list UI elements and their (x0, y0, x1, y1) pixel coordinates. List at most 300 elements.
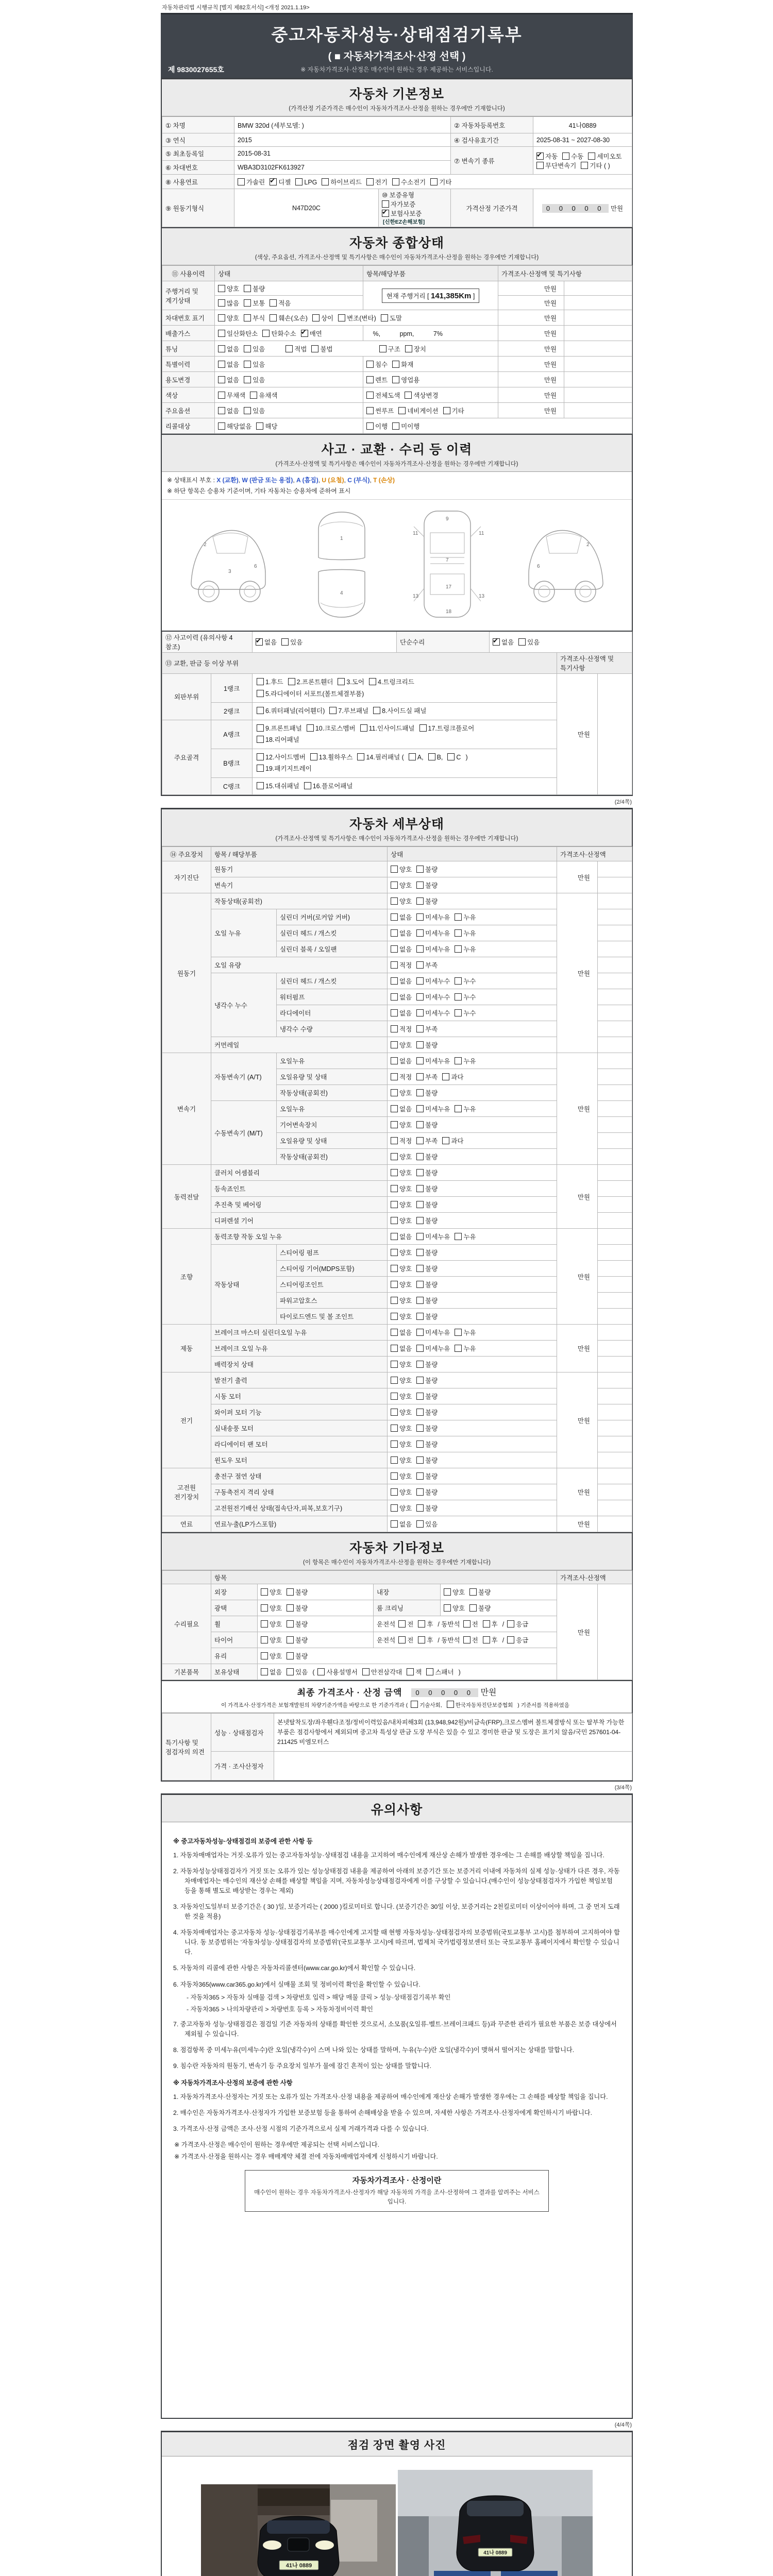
checkbox-양호[interactable]: 양호 (391, 898, 412, 905)
checkbox-불량[interactable]: 불량 (416, 1154, 438, 1161)
checkbox-기타 ( )[interactable]: 기타 ( ) (581, 162, 610, 170)
table-row: 자기진단 원동기 양호 불량 만원 (162, 861, 632, 877)
checkbox-보통[interactable]: 보통 (244, 300, 265, 307)
checkbox-침수[interactable]: 침수 (366, 361, 388, 368)
checkbox-누유[interactable]: 누유 (455, 1106, 476, 1113)
checkbox-15.대쉬패널[interactable]: 15.대쉬패널 (257, 783, 299, 790)
checkbox-누유[interactable]: 누유 (455, 946, 476, 953)
checkbox-스패너[interactable]: 스패너 (426, 1669, 453, 1676)
checkbox-세미오토[interactable]: 세미오토 (588, 153, 621, 160)
checkbox-누유[interactable]: 누유 (455, 914, 476, 921)
checkbox-LPG[interactable]: LPG (295, 179, 317, 186)
checkbox-9.프론트패널[interactable]: 9.프론트패널 (257, 725, 302, 732)
table-row: 배출가스 일산화탄소 탄화수소 ✔ 매연 %, ppm, 7% 만원 (162, 326, 632, 341)
checkbox-썬루프[interactable]: 썬루프 (366, 408, 394, 415)
checkbox-있음[interactable]: 있음 (244, 361, 265, 368)
section-accident-history (161, 435, 633, 796)
license-plate-text: 41나 0889 (285, 2563, 312, 2569)
checkbox-3.도어[interactable]: 3.도어 (338, 679, 364, 686)
checkbox-없음[interactable]: 없음 (218, 361, 239, 368)
table-row: 스티어링 기어(MDPS포함) 양호 불량 (162, 1261, 632, 1277)
checkbox-누수[interactable]: 누수 (455, 978, 476, 985)
remarks-text: 본넷탈착도장/좌우휀다조정/정비이력있음/내차피해3회 (13,948,942원)/비금속(FRP),크로스멤버 볼트체결방식 또는 탈부착 가능한 부품은 점검사항에서 제외되며 중고차 특성상 판금 도장 부식은 있을 수 있고 경미한 판금 및 도장은 표기치 않음/국민 257601-04-211425 비엠모터스 (274, 1714, 632, 1752)
car-side-left-diagram (177, 506, 280, 623)
checkbox-변조(변타)[interactable]: 변조(변타) (338, 315, 376, 322)
checkbox-양호[interactable]: 양호 (261, 1605, 282, 1612)
checkbox-해당없음[interactable]: 해당없음 (218, 423, 251, 430)
report-subtitle-note: ※ 자동차가격조사·산정은 매수인이 원하는 경우 제공하는 서비스입니다. (300, 66, 493, 73)
detail-grid: ⑭ 주요장치 항목 / 해당부품 상태 가격조사·산정액 자기진단 원동기 양호 불량 만원 변속기 양호 불량 원동기 작동상태(공회전) 양호 불량 만원 오일 누유 실린더 커버(로커암 커버) 없음 미세누유 누유 실린더 헤드 / 개스킷 없음 미세누유 누유 실린더 블록 / 오일팬 없음 미세누유 누유 오일 유량 적정 부족 냉각수 누수 실린더 헤드 / 개스킷 없음 미세누수 누수 워터펌프 없음 미세누수 누수 라디에이터 없음 미세누수 누수 냉각수 수량 적정 부족 커먼레일 양호 불량 변속기 자동변속기 (A/T) 오일누유 없음 미세누유 누유 만원 오일유량 및 상태 적정 부족 과다 작동상태(공회전) 양호 불량 수동변속기 (M/T) 오일누유 없음 미세누유 누유 기어변속장치 양호 불량 오일유량 및 상태 적정 부족 과다 작동상태(공회전) 양호 불량 동력전달 클러치 어셈블리 양호 불량 만원 등속죠인트 양호 불량 추진축 및 베어링 양호 불량 디퍼렌셜 기어 양호 불량 조향 동력조향 작동 오일 누유 없음 미세누유 누유 만원 작동상태 스티어링 펌프 양호 불량 스티어링 기어(MDPS포함) 양호 불량 스티어링조인트 양호 불량 파워고압호스 양호 불량 타이로드엔드 및 볼 조인트 양호 불량 제동 브레이크 마스터 실린더오일 누유 없음 미세누유 누유 만원 브레이크 오일 누유 없음 미세누유 누유 배력장치 상태 양호 불량 전기 발전기 출력 양호 불량 만원 시동 모터 양호 불량 와이퍼 모터 기능 양호 불량 실내송풍 모터 양호 불량 라디에이터 팬 모터 양호 불량 윈도우 모터 양호 불량 고전원 전기장치 충전구 절연 상태 양호 불량 만원 구동축전지 격리 상태 양호 불량 고전원전기배선 상태(접속단자,피복,보호기구) 양호 불량 연료 연료누출(LP가스포함) 없음 있음 만원 (162, 846, 632, 1532)
checkbox-없음[interactable]: 없음 (261, 1669, 282, 1676)
checkbox-구조[interactable]: 구조 (379, 346, 400, 353)
diagram-number: 11 (478, 531, 484, 536)
checkbox-기술사회,[interactable]: 기술사회, (411, 1702, 442, 1708)
checkbox-양호[interactable]: 양호 (391, 1409, 412, 1416)
table-row: 등속죠인트 양호 불량 (162, 1181, 632, 1197)
checkbox-있음[interactable]: 있음 (244, 377, 265, 384)
checkbox-8.사이드실 패널[interactable]: 8.사이드실 패널 (373, 707, 426, 715)
car-top-diagram (404, 506, 491, 623)
checkbox-부식[interactable]: 부식 (244, 315, 265, 322)
checkbox-무채색[interactable]: 무채색 (218, 392, 245, 399)
checkbox-양호[interactable]: 양호 (391, 1361, 412, 1368)
checkbox-가솔린[interactable]: 가솔린 (238, 179, 265, 186)
checkbox-불량[interactable]: 불량 (287, 1637, 308, 1644)
checkbox-해당[interactable]: 해당 (256, 423, 277, 430)
checkbox-불량[interactable]: 불량 (416, 866, 438, 873)
checkbox-불량[interactable]: 불량 (416, 1457, 438, 1464)
checkbox-양호[interactable]: 양호 (391, 1090, 412, 1097)
checkbox-기타[interactable]: 기타 (443, 408, 464, 415)
checkbox-없음[interactable]: 없음 (391, 994, 412, 1001)
checkbox-누수[interactable]: 누수 (455, 1010, 476, 1017)
checkbox-자동[interactable]: ✔자동 (536, 153, 558, 160)
checkbox-양호[interactable]: 양호 (444, 1605, 465, 1612)
checkbox-미세누유[interactable]: 미세누유 (416, 930, 450, 937)
checkbox-17.트렁크플로어[interactable]: 17.트렁크플로어 (419, 725, 475, 732)
checkbox-매연[interactable]: ✔ 매연 (301, 330, 322, 337)
report-subtitle: ( ■ 자동차가격조사·산정 선택 ) (328, 51, 466, 62)
checkbox-6.쿼터패널(리어휀더)[interactable]: 6.쿼터패널(리어휀더) (257, 707, 325, 715)
checkbox-있음[interactable]: 있음 (287, 1669, 308, 1676)
checkbox-미세누수[interactable]: 미세누수 (416, 1010, 450, 1017)
checkbox-5.라디에이터 서포트(볼트체결부품)[interactable]: 5.라디에이터 서포트(볼트체결부품) (257, 690, 364, 698)
table-row: 실린더 블록 / 오일팬 없음 미세누유 누유 (162, 941, 632, 957)
checkbox-불량[interactable]: 불량 (416, 1393, 438, 1400)
checkbox-양호[interactable]: 양호 (391, 1122, 412, 1129)
diagram-number: 3 (228, 569, 231, 574)
checkbox-부족[interactable]: 부족 (416, 962, 438, 969)
checkbox-양호[interactable]: 양호 (391, 1042, 412, 1049)
notice-body (162, 1822, 632, 2418)
section-photos (161, 2431, 633, 2576)
checkbox-A,[interactable]: A, (409, 754, 424, 761)
checkbox-영업용[interactable]: 영업용 (392, 377, 419, 384)
checkbox-양호[interactable]: 양호 (391, 1185, 412, 1193)
accident-history-options (253, 631, 397, 653)
checkbox-디젤[interactable]: ✔ 디젤 (270, 179, 291, 186)
checkbox-수소전기[interactable]: 수소전기 (392, 179, 426, 186)
checkbox-양호[interactable]: 양호 (391, 1154, 412, 1161)
checkbox-불량[interactable]: 불량 (416, 898, 438, 905)
checkbox-양호[interactable]: 양호 (218, 315, 239, 322)
form-legal-reference: 자동차관리법 시행규칙 [별지 제82호서식] <개정 2021.1.19> (162, 5, 310, 11)
checkbox-탄화수소[interactable]: 탄화수소 (262, 330, 296, 337)
notice-subitem: - 자동차365 > 나의차량관리 > 차량번호 등록 > 자동차정비이력 확인 (187, 2005, 373, 2013)
diagram-number: 11 (412, 531, 418, 536)
checkbox-없음[interactable]: 없음 (391, 1345, 412, 1352)
checkbox-적법[interactable]: 적법 (285, 346, 307, 353)
table-row: 작동상태(공회전) 양호 불량 (162, 1149, 632, 1165)
checkbox-기타[interactable]: 기타 (430, 179, 451, 186)
checkbox-불량[interactable]: 불량 (416, 1185, 438, 1193)
checkbox-하이브리드[interactable]: 하이브리드 (322, 179, 361, 186)
checkbox-일산화탄소[interactable]: 일산화탄소 (218, 330, 258, 337)
checkbox-양호[interactable]: 양호 (391, 1313, 412, 1320)
checkbox-없음[interactable]: 없음 (391, 930, 412, 937)
checkbox-양호[interactable]: 양호 (391, 1377, 412, 1384)
checkbox-양호[interactable]: 양호 (391, 1217, 412, 1225)
checkbox-양호[interactable]: 양호 (391, 1393, 412, 1400)
section-notice (161, 1793, 633, 2419)
checkbox-불량[interactable]: 불량 (416, 1297, 438, 1304)
checkbox-과다[interactable]: 과다 (442, 1074, 463, 1081)
table-row: 실린더 헤드 / 개스킷 없음 미세누유 누유 (162, 925, 632, 941)
checkbox-후[interactable]: 후 (483, 1621, 498, 1628)
checkbox-잭[interactable]: 잭 (407, 1669, 422, 1676)
checkbox-한국자동차진단보증협회[interactable]: 한국자동차진단보증협회 (447, 1702, 513, 1708)
rank-row: 2랭크 6.쿼터패널(리어휀더) 7.루브패널 8.사이드실 패널 (162, 703, 632, 720)
checkbox-양호[interactable]: 양호 (391, 1281, 412, 1289)
legend-mark: C (부식) (347, 477, 370, 484)
diagram-number: 6 (536, 564, 540, 569)
notice-heading: ※ 중고자동차성능·상태점검의 보증에 관한 사항 등 (173, 1838, 313, 1845)
checkbox-부족[interactable]: 부족 (416, 1138, 438, 1145)
checkbox-불량[interactable]: 불량 (416, 882, 438, 889)
checkbox-미세누유[interactable]: 미세누유 (416, 1345, 450, 1352)
table-row: 휠 양호 불량 운전석 전 후 / 동반석 전 후 / 응급 (162, 1616, 632, 1632)
checkbox-부족[interactable]: 부족 (416, 1074, 438, 1081)
checkbox-없음[interactable]: 없음 (391, 914, 412, 921)
checkbox-미세누유[interactable]: 미세누유 (416, 1106, 450, 1113)
checkbox-없음[interactable]: 없음 (391, 1058, 412, 1065)
rank-row: 주요골격 A랭크 9.프론트패널 10.크로스멤버 11.인사이드패널 17.트렁크플로어 18.리어패널 (162, 720, 632, 749)
checkbox-누유[interactable]: 누유 (455, 930, 476, 937)
checkbox-불량[interactable]: 불량 (469, 1589, 491, 1596)
notice-item: 1. 자동차가격조사·산정자는 거짓 또는 오류가 있는 가격조사·산정 내용을 제공하여 매수인에게 재산상 손해가 발생한 경우에는 그 손해를 배상할 책임을 집니다. (173, 2093, 608, 2100)
diagram-number: 1 (340, 536, 343, 541)
checkbox-불량[interactable]: 불량 (416, 1122, 438, 1129)
checkbox-없음[interactable]: 없음 (391, 978, 412, 985)
checkbox-양호[interactable]: 양호 (391, 1201, 412, 1209)
checkbox-C[interactable]: C (447, 754, 461, 761)
report-title: 중고자동차성능·상태점검기록부 (271, 25, 523, 44)
detail-header (162, 809, 632, 846)
diagram-number: 6 (254, 564, 257, 569)
accident-table (162, 631, 632, 795)
basic-info-grid: ① 차명 BMW 320d (세부모델: ) ② 자동차등록번호 41나0889 ③ 연식 2015 ④ 검사유효기간 2025-08-31 ~ 2027-08-30 ⑤ 최초등록일 2015-08-31 ⑦ 변속기 종류 ✔자동 수동 세미오토 무단변속기 기타 ( ) ⑥ 차대번호 WBA3D3102FK613927 ⑧ 사용연료 가솔린 ✔ 디젤 LPG 하이브리드 전기 수소전기 기타 ⑨ 원동기형식 N47D20C ⑩ 보증유형 자가보증✔보험사보증[신한EZ손해보험] 가격산정 기준가격 0 0 0 0 0 만원 (162, 116, 632, 227)
checkbox-불량[interactable]: 불량 (416, 1170, 438, 1177)
photo-area (162, 2456, 632, 2576)
basic-info-subtitle: (가격산정 기준가격은 매수인이 자동차가격조사·산정을 원하는 경우에만 기재합니다) (289, 106, 505, 112)
checkbox-불량[interactable]: 불량 (416, 1441, 438, 1448)
table-row: 라디에이터 없음 미세누수 누수 (162, 1005, 632, 1021)
checkbox-후[interactable]: 후 (418, 1621, 433, 1628)
checkbox-불량[interactable]: 불량 (287, 1621, 308, 1628)
checkbox-양호[interactable]: 양호 (261, 1621, 282, 1628)
table-row: 시동 모터 양호 불량 (162, 1388, 632, 1404)
checkbox-미세누유[interactable]: 미세누유 (416, 1058, 450, 1065)
diagram-number: 4 (340, 590, 343, 596)
table-row: 와이퍼 모터 기능 양호 불량 (162, 1404, 632, 1420)
checkbox-양호[interactable]: 양호 (391, 1505, 412, 1512)
checkbox-적음[interactable]: 적음 (270, 300, 291, 307)
checkbox-색상변경[interactable]: 색상변경 (405, 392, 438, 399)
vin-value: WBA3D3102FK613927 (234, 161, 451, 175)
checkbox-12.사이드멤버[interactable]: 12.사이드멤버 (257, 754, 306, 761)
checkbox-전[interactable]: 전 (463, 1637, 478, 1644)
checkbox-불량[interactable]: 불량 (416, 1281, 438, 1289)
legend-mark: U (요철) (322, 477, 344, 484)
photos-header (162, 2432, 632, 2456)
detail-title: 자동차 세부상태 (349, 817, 444, 832)
checkbox-양호[interactable]: 양호 (444, 1589, 465, 1596)
checkbox-과다[interactable]: 과다 (442, 1138, 463, 1145)
checkbox-이행[interactable]: 이행 (366, 423, 388, 430)
checkbox-전[interactable]: 전 (398, 1621, 413, 1628)
report-title-banner (161, 13, 633, 78)
checkbox-불량[interactable]: 불량 (416, 1249, 438, 1257)
checkbox-양호[interactable]: 양호 (391, 866, 412, 873)
table-row: 배력장치 상태 양호 불량 (162, 1357, 632, 1372)
rank-row: 외판부위 1랭크 1.후드 2.프론트휀더 3.도어 4.트렁크리드 5.라디에이터 서포트(볼트체결부품) 만원 (162, 674, 632, 703)
checkbox-도말[interactable]: 도말 (381, 315, 402, 322)
checkbox-없음[interactable]: 없음 (218, 377, 239, 384)
fuel-options (234, 175, 632, 189)
checkbox-1.후드[interactable]: 1.후드 (257, 679, 283, 686)
checkbox-있음[interactable]: 있음 (244, 346, 265, 353)
checkbox-양호[interactable]: 양호 (391, 1457, 412, 1464)
checkbox-양호[interactable]: 양호 (391, 1473, 412, 1480)
checkbox-미세누수[interactable]: 미세누수 (416, 978, 450, 985)
checkbox-없음[interactable]: 없음 (391, 1329, 412, 1336)
checkbox-양호[interactable]: 양호 (218, 285, 239, 293)
checkbox-없음[interactable]: 없음 (391, 1521, 412, 1528)
checkbox-후[interactable]: 후 (483, 1637, 498, 1644)
final-price-unit: 만원 (480, 1688, 497, 1697)
final-price-value: 0 0 0 0 0 (411, 1688, 478, 1697)
checkbox-누유[interactable]: 누유 (455, 1345, 476, 1352)
checkbox-불량[interactable]: 불량 (416, 1217, 438, 1225)
checkbox-화재[interactable]: 화재 (392, 361, 413, 368)
basic-info-title: 자동차 기본정보 (349, 87, 444, 101)
checkbox-불량[interactable]: 불량 (416, 1425, 438, 1432)
checkbox-없음[interactable]: 없음 (391, 946, 412, 953)
inspection-report-sheet (161, 0, 633, 2576)
table-row: 브레이크 오일 누유 없음 미세누유 누유 (162, 1341, 632, 1357)
checkbox-양호[interactable]: 양호 (391, 882, 412, 889)
checkbox-훼손(오손)[interactable]: 훼손(오손) (270, 315, 308, 322)
checkbox-누유[interactable]: 누유 (455, 1233, 476, 1241)
checkbox-보험사보증[interactable]: ✔보험사보증 (382, 210, 422, 217)
checkbox-4.트렁크리드[interactable]: 4.트렁크리드 (369, 679, 414, 686)
checkbox-불량[interactable]: 불량 (416, 1409, 438, 1416)
notice-item: 2. 매수인은 자동차가격조사·산정자가 가입한 보증보험 등을 통하여 손해배상을 받을 수 있으며, 자세한 사항은 가격조사·산정자에게 확인하시기 바랍니다. (173, 2109, 593, 2116)
checkbox-적정[interactable]: 적정 (391, 1026, 412, 1033)
remarks-text (274, 1752, 632, 1781)
diagram-number: 2 (203, 542, 207, 548)
checkbox-18.리어패널[interactable]: 18.리어패널 (257, 736, 299, 743)
checkbox-양호[interactable]: 양호 (391, 1170, 412, 1177)
checkbox-불량[interactable]: 불량 (416, 1489, 438, 1496)
checkbox-유채색[interactable]: 유채색 (250, 392, 277, 399)
checkbox-불량[interactable]: 불량 (287, 1653, 308, 1660)
accident-title: 사고 · 교환 · 수리 등 이력 (321, 443, 473, 457)
checkbox-누유[interactable]: 누유 (455, 1058, 476, 1065)
checkbox-불량[interactable]: 불량 (416, 1505, 438, 1512)
checkbox-7.루브패널[interactable]: 7.루브패널 (329, 707, 368, 715)
table-row: 기어변속장치 양호 불량 (162, 1117, 632, 1133)
diagram-number: 13 (478, 594, 484, 599)
checkbox-자가보증[interactable]: 자가보증 (382, 201, 415, 208)
checkbox-없음[interactable]: 없음 (391, 1233, 412, 1241)
notice-item: 6. 자동차365(www.car365.go.kr)에서 실매물 조회 및 정비이력 확인을 확인할 수 있습니다. (173, 1980, 421, 1988)
checkbox-13.휠하우스[interactable]: 13.휠하우스 (310, 754, 353, 761)
checkbox-장치[interactable]: 장치 (405, 346, 426, 353)
checkbox-불량[interactable]: 불량 (287, 1605, 308, 1612)
checkbox-불량[interactable]: 불량 (416, 1042, 438, 1049)
checkbox-안전삼각대[interactable]: 안전삼각대 (362, 1669, 402, 1676)
checkbox-있음[interactable]: 있음 (518, 639, 540, 646)
checkbox-불법[interactable]: 불법 (311, 346, 332, 353)
checkbox-없음[interactable]: ✔ 없음 (493, 639, 514, 646)
checkbox-불량[interactable]: 불량 (469, 1605, 491, 1612)
checkbox-양호[interactable]: 양호 (391, 1441, 412, 1448)
checkbox-미세누유[interactable]: 미세누유 (416, 1329, 450, 1336)
checkbox-불량[interactable]: 불량 (416, 1361, 438, 1368)
checkbox-양호[interactable]: 양호 (261, 1653, 282, 1660)
checkbox-있음[interactable]: 있음 (244, 408, 265, 415)
checkbox-양호[interactable]: 양호 (261, 1637, 282, 1644)
checkbox-불량[interactable]: 불량 (416, 1313, 438, 1320)
checkbox-19.패키지트레이[interactable]: 19.패키지트레이 (257, 765, 312, 772)
etc-subtitle: (이 항목은 매수인이 자동차가격조사·산정을 원하는 경우에만 기재합니다) (303, 1560, 491, 1566)
checkbox-적정[interactable]: 적정 (391, 962, 412, 969)
table-row: 가격 · 조사산정자 (162, 1752, 632, 1781)
checkbox-미이행[interactable]: 미이행 (392, 423, 419, 430)
checkbox-양호[interactable]: 양호 (391, 1249, 412, 1257)
checkbox-전[interactable]: 전 (398, 1637, 413, 1644)
checkbox-부족[interactable]: 부족 (416, 1026, 438, 1033)
checkbox-양호[interactable]: 양호 (391, 1489, 412, 1496)
checkbox-없음[interactable]: 없음 (391, 1106, 412, 1113)
checkbox-있음[interactable]: 있음 (416, 1521, 438, 1528)
checkbox-불량[interactable]: 불량 (416, 1090, 438, 1097)
checkbox-후[interactable]: 후 (418, 1637, 433, 1644)
checkbox-적정[interactable]: 적정 (391, 1138, 412, 1145)
checkbox-사용설명서[interactable]: 사용설명서 (317, 1669, 357, 1676)
checkbox-11.인사이드패널[interactable]: 11.인사이드패널 (360, 725, 415, 732)
price-survey-box-body: 매수인이 원하는 경우 자동차가격조사·산정자가 해당 자동차의 가격을 조사·산정하여 그 결과를 알려주는 서비스입니다. (254, 2190, 540, 2206)
checkbox-많음[interactable]: 많음 (218, 300, 239, 307)
checkbox-양호[interactable]: 양호 (261, 1589, 282, 1596)
table-row: 파워고압호스 양호 불량 (162, 1293, 632, 1309)
checkbox-누수[interactable]: 누수 (455, 994, 476, 1001)
checkbox-응급[interactable]: 응급 (507, 1637, 528, 1644)
table-row: 냉각수 누수 실린더 헤드 / 개스킷 없음 미세누수 누수 (162, 973, 632, 989)
checkbox-네비게이션[interactable]: 네비게이션 (398, 408, 438, 415)
checkbox-불량[interactable]: 불량 (416, 1201, 438, 1209)
notice-note: ※ 가격조사·산정은 매수인이 원하는 경우에만 제공되는 선택 서비스입니다. (174, 2141, 380, 2149)
checkbox-렌트[interactable]: 렌트 (366, 377, 388, 384)
checkbox-미세누수[interactable]: 미세누수 (416, 994, 450, 1001)
checkbox-누유[interactable]: 누유 (455, 1329, 476, 1336)
checkbox-무단변속기[interactable]: 무단변속기 (536, 162, 576, 170)
checkbox-미세누유[interactable]: 미세누유 (416, 914, 450, 921)
overall-grid: ⑪ 사용이력 상태 항목/해당부품 가격조사·산정액 및 특기사항 주행거리 및 계기상태 양호 불량 현재 주행거리 [ 141,385Km ] 만원 많음 보통 적음 만원 차대번호 표기 양호 부식 훼손(오손) 상이 변조(변타) 도말 만원 배출가스 일산화탄소 탄화수소 ✔ 매연 %, ppm, 7% 만원 튜닝 없음 있음 적법 불법 구조 장치 만원 특별이력 없음 있음 침수 화재 만원 용도변경 없음 있음 렌트 영업용 만원 색상 무채색 유채색 전체도색 색상변경 만원 주요옵션 없음 있음 썬루프 네비게이션 기타 만원 리콜대상 해당없음 해당 이행 미이행 (162, 265, 632, 434)
accident-header (162, 435, 632, 472)
license-plate-text: 41나 0889 (483, 2550, 508, 2556)
checkbox-양호[interactable]: 양호 (391, 1265, 412, 1273)
checkbox-미세누유[interactable]: 미세누유 (416, 1233, 450, 1241)
checkbox-상이[interactable]: 상이 (312, 315, 333, 322)
checkbox-불량[interactable]: 불량 (244, 285, 265, 293)
checkbox-불량[interactable]: 불량 (416, 1377, 438, 1384)
checkbox-B,[interactable]: B, (428, 754, 443, 761)
table-row: 라디에이터 팬 모터 양호 불량 (162, 1436, 632, 1452)
table-row: 원동기 작동상태(공회전) 양호 불량 만원 (162, 893, 632, 909)
table-row: 제동 브레이크 마스터 실린더오일 누유 없음 미세누유 누유 만원 (162, 1325, 632, 1341)
notice-note: ※ 가격조사·산정을 원하시는 경우 매매계약 체결 전에 자동차매매업자에게 신청하시기 바랍니다. (174, 2153, 438, 2161)
checkbox-불량[interactable]: 불량 (416, 1473, 438, 1480)
detail-subtitle: (가격조사·산정액 및 특기사항은 매수인이 자동차가격조사·산정을 원하는 경우에만 기재합니다) (275, 836, 518, 842)
checkbox-적정[interactable]: 적정 (391, 1074, 412, 1081)
table-row: 워터펌프 없음 미세누수 누수 (162, 989, 632, 1005)
legend-mark: T (손상) (373, 477, 395, 484)
car-side-right-diagram (514, 506, 617, 623)
table-row: 고전원 전기장치 충전구 절연 상태 양호 불량 만원 (162, 1468, 632, 1484)
notice-title: 유의사항 (371, 1803, 423, 1817)
checkbox-양호[interactable]: 양호 (391, 1297, 412, 1304)
checkbox-14.필러패널 ([interactable]: 14.필러패널 ( (357, 754, 404, 761)
rank-row: B랭크 12.사이드멤버 13.휠하우스 14.필러패널 ( A, B, C ) 19.패키지트레이 (162, 749, 632, 777)
checkbox-없음[interactable]: 없음 (218, 346, 239, 353)
checkbox-수동[interactable]: 수동 (562, 153, 583, 160)
checkbox-미세누유[interactable]: 미세누유 (416, 946, 450, 953)
checkbox-응급[interactable]: 응급 (507, 1621, 528, 1628)
checkbox-있음[interactable]: 있음 (281, 639, 303, 646)
checkbox-전체도색[interactable]: 전체도색 (366, 392, 400, 399)
checkbox-2.프론트휀더[interactable]: 2.프론트휀더 (288, 679, 333, 686)
checkbox-양호[interactable]: 양호 (391, 1425, 412, 1432)
status-mark-legend: ※ 상태표시 부호 : X (교환), W (판금 또는 용접), A (흠집), U (요철), C (부식), T (손상) (167, 477, 395, 484)
table-row: 전기 발전기 출력 양호 불량 만원 (162, 1372, 632, 1388)
table-row: 오일유량 및 상태 적정 부족 과다 (162, 1133, 632, 1149)
table-row: 오일 누유 실린더 커버(로커암 커버) 없음 미세누유 누유 (162, 909, 632, 925)
car-front-rear-diagram (303, 506, 380, 623)
checkbox-10.크로스멤버[interactable]: 10.크로스멤버 (307, 725, 356, 732)
inspection-photo-rear (398, 2470, 593, 2576)
checkbox-전[interactable]: 전 (463, 1621, 478, 1628)
checkbox-16.플로어패널[interactable]: 16.플로어패널 (304, 783, 353, 790)
checkbox-없음[interactable]: 없음 (391, 1010, 412, 1017)
etc-header (162, 1532, 632, 1570)
checkbox-없음[interactable]: 없음 (218, 408, 239, 415)
checkbox-불량[interactable]: 불량 (287, 1589, 308, 1596)
checkbox-없음[interactable]: ✔없음 (256, 639, 277, 646)
checkbox-전기[interactable]: 전기 (366, 179, 388, 186)
checkbox-불량[interactable]: 불량 (416, 1265, 438, 1273)
